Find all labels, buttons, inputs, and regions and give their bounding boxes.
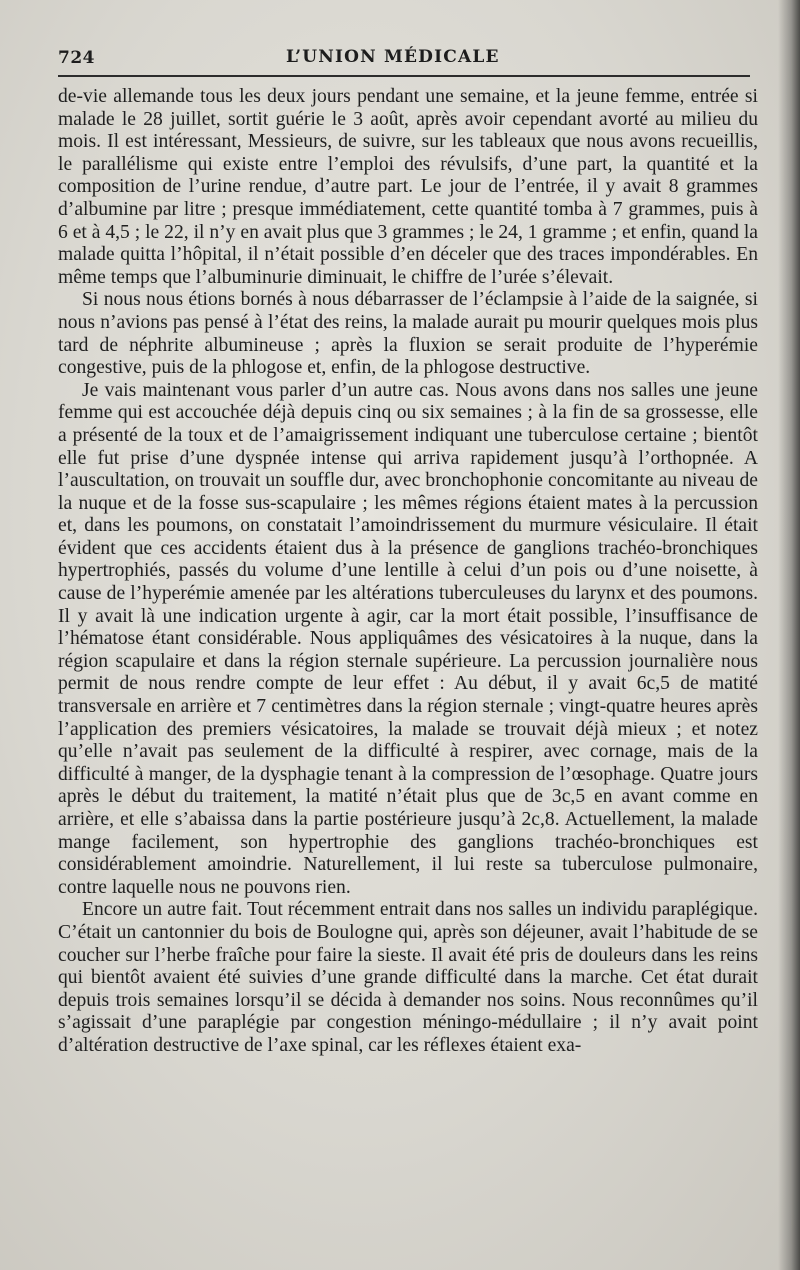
binding-shadow bbox=[778, 0, 800, 1270]
body-text bbox=[58, 86, 758, 1058]
page-number: 724 bbox=[58, 48, 95, 68]
paragraph-continuation: de-vie allemande tous les deux jours pendant une semaine, et la jeune femme, entrée si malade le 28 juillet, sortit guérie le 3 août, après avoir cependant avorté au milieu du mois. Il est intéressant, Messieurs, de suivre, sur les tableaux que nous avons recueillis, le parallélisme qui existe entre l’emploi des révulsifs, d’une part, la quantité et la composition de l’urine rendue, d’autre part. Le jour de l’entrée, il y avait 8 grammes d’albumine par litre ; presque immédiatement, cette quantité tomba à 7 grammes, puis à 6 et à 4,5 ; le 22, il n’y en avait plus que 3 grammes ; le 24, 1 gramme ; et enfin, quand la malade quitta l’hôpital, il n’était possible d’en déceler que des traces impondérables. En même temps que l’albuminurie diminuait, le chiffre de l’urée s’élevait. bbox=[58, 86, 758, 288]
running-head: L’UNION MÉDICALE bbox=[286, 47, 500, 67]
header-rule bbox=[58, 75, 750, 77]
paragraph-tuberculose-case: Je vais maintenant vous parler d’un autre cas. Nous avons dans nos salles une jeune femme qui est accouchée déjà depuis cinq ou six semaines ; à la fin de sa grossesse, elle a présenté de la toux et de l’amaigrissement indiquant une tuberculose certaine ; bientôt elle fut prise d’une dyspnée intense qui arriva rapidement jusqu’à l’orthopnée. A l’auscultation, on trouvait un souffle dur, avec bronchophonie concomitante au niveau de la nuque et de la fosse sus-scapulaire ; les mêmes régions étaient mates à la percussion et, dans les poumons, on constatait l’amoindrissement du murmure vésiculaire. Il était évident que ces accidents étaient dus à la présence de ganglions trachéo-bronchiques hypertrophiés, passés du volume d’une lentille à celui d’un pois ou d’une noisette, à cause de l’hyperémie amenée par les altérations tuberculeuses du larynx et des poumons. Il y avait là une indication urgente à agir, car la mort était possible, l’insuffisance de l’hématose étant considérable. Nous appliquâmes des vésicatoires à la nuque, dans la région scapulaire et dans la région sternale supérieure. La percussion journalière nous permit de nous rendre compte de leur effet : Au début, il y avait 6c,5 de matité transversale en arrière et 7 centimètres dans la région sternale ; vingt-quatre heures après l’application des premiers vésicatoires, la malade se trouvait déjà mieux ; et notez qu’elle n’avait pas seulement de la difficulté à respirer, avec cornage, mais de la difficulté à manger, de la dysphagie tenant à la compression de l’œsophage. Quatre jours après le début du traitement, la matité n’était plus que de 3c,5 en avant comme en arrière, et elle s’abaissa dans la partie postérieure jusqu’à 2c,8. Actuellement, la malade mange facilement, son hypertrophie des ganglions trachéo-bronchiques est considérablement amoindrie. Naturellement, il lui reste sa tuberculose pulmonaire, contre laquelle nous ne pouvons rien. bbox=[58, 379, 758, 898]
page-header bbox=[58, 46, 758, 76]
paragraph-eclampsie: Si nous nous étions bornés à nous débarrasser de l’éclampsie à l’aide de la saignée, si nous n’avions pas pensé à l’état des reins, la malade aurait pu mourir quelques mois plus tard de néphrite albumineuse ; après la fluxion se serait produite de l’hyperémie congestive, puis de la phlogose et, enfin, de la phlogose destructive. bbox=[58, 289, 758, 379]
paragraph-paraplegie-case: Encore un autre fait. Tout récemment entrait dans nos salles un individu paraplégique. C’était un cantonnier du bois de Boulogne qui, après son déjeuner, avait l’habitude de se coucher sur l’herbe fraîche pour faire la sieste. Il avait été pris de douleurs dans les reins qui bientôt avaient été suivies d’une grande difficulté dans la marche. Cet état durait depuis trois semaines lorsqu’il se décida à demander nos soins. Nous reconnûmes qu’il s’agissait d’une paraplégie par congestion méningo-médullaire ; il n’y avait point d’altération destructive de l’axe spinal, car les réflexes étaient exa- bbox=[58, 899, 758, 1056]
